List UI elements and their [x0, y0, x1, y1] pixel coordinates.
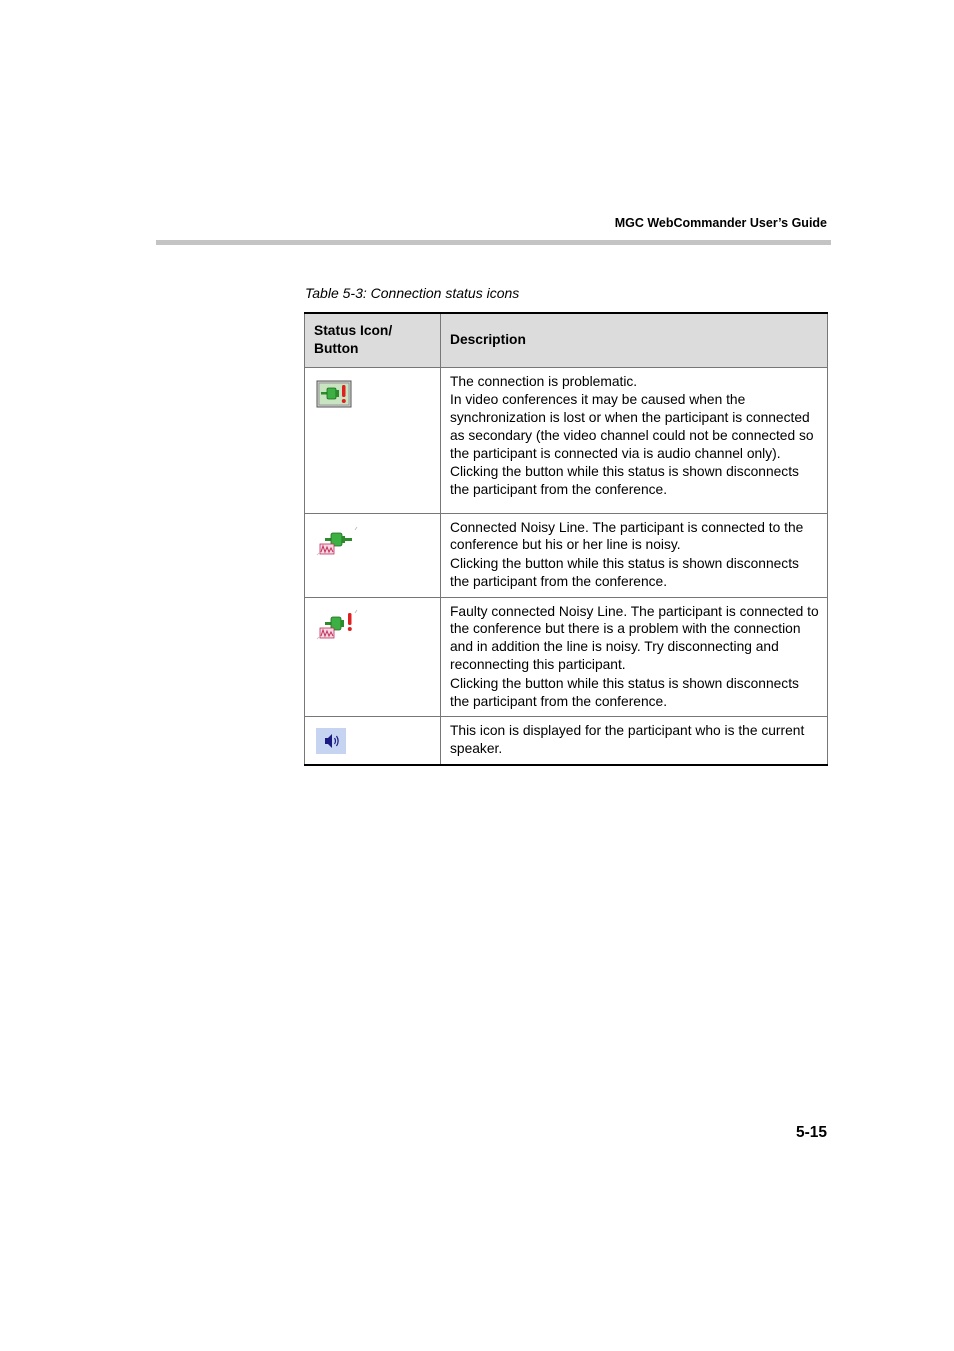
icon-cell [305, 513, 441, 597]
description-line: Clicking the button while this status is shown disconnects the participant from the conference. [450, 675, 799, 709]
icon-cell [305, 367, 441, 513]
running-header: MGC WebCommander User’s Guide [614, 216, 827, 230]
table-header-row [305, 313, 828, 367]
description-line: Clicking the button while this status is shown disconnects the participant from the conference. [450, 556, 799, 589]
description-line: The connection is problematic. [450, 373, 638, 389]
table-row [305, 367, 828, 513]
description-line: Faulty connected Noisy Line. The participant is connected to the conference but there is a problem with the connection and in addition the line is noisy. Try disconnecting and reconnecting this participant. [450, 603, 819, 673]
description-cell [441, 513, 828, 597]
column-header-description: Description [441, 313, 828, 367]
description-line: This icon is displayed for the participant who is the current speaker. [450, 723, 805, 757]
connection-problem-icon[interactable] [316, 380, 352, 408]
description-line: Connected Noisy Line. The participant is connected to the conference but his or her line is noisy. [450, 519, 804, 553]
header-rule [156, 240, 831, 245]
icon-cell [305, 717, 441, 765]
noisy-line-icon[interactable] [315, 525, 359, 557]
connection-status-table [304, 312, 828, 766]
description-line: In video conferences it may be caused when the synchronization is lost or when the participant is connected as secondary (the video channel could not be connected so the participant is connected via is audio channel only). [450, 392, 814, 461]
table-row [305, 597, 828, 717]
description-cell [441, 367, 828, 513]
table-row [305, 717, 828, 765]
description-cell [441, 717, 828, 765]
faulty-noisy-line-icon[interactable] [315, 609, 359, 641]
description-line: Clicking the button while this status is shown disconnects the participant from the conference. [450, 464, 799, 498]
speaker-icon [316, 728, 346, 754]
icon-cell [305, 597, 441, 717]
column-header-status-icon: Status Icon/ Button [305, 313, 441, 367]
table-caption: Table 5-3: Connection status icons [305, 285, 520, 301]
description-cell [441, 597, 828, 717]
page-number: 5-15 [795, 1124, 827, 1141]
table-row [305, 513, 828, 597]
